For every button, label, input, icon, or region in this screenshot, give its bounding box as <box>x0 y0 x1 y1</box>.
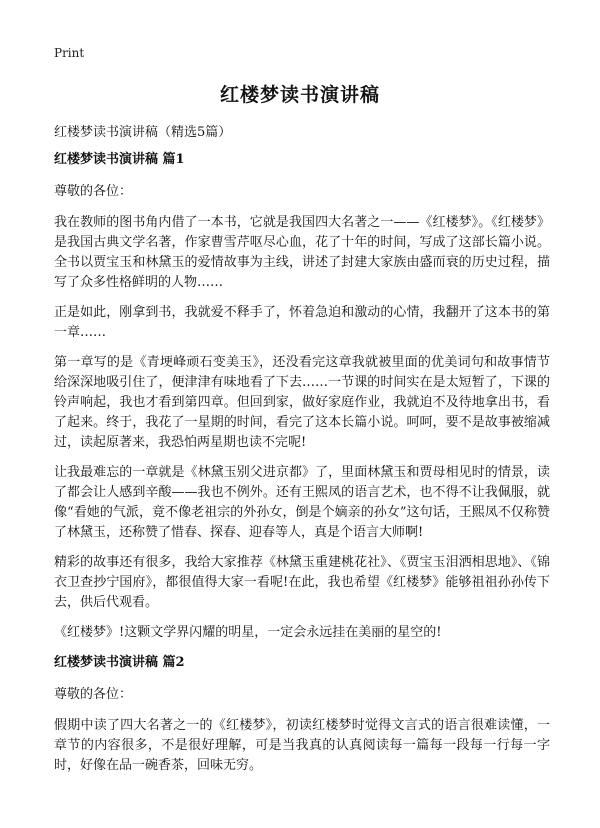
print-link[interactable]: Print <box>54 46 85 60</box>
paragraph: 正是如此，刚拿到书，我就爱不释手了，怀着急迫和激动的心情，我翻开了这本书的第一章…… <box>54 305 550 340</box>
paragraph: 第一章写的是《青埂峰顽石变美玉》，还没看完这章我就被里面的优美词句和故事情节给深深地吸引住了，便津津有味地看了下去……一节课的时间实在是太短暂了，下课的铃声响起，我也才看到第四章。但回到家，做好家庭作业，我就迫不及待地拿出书，看了起来。终于，我花了一星期的时间，看完了这本长篇小说。呵呵，要不是故事被缩减过，读起原著来，我恐怕两星期也读不完呢! <box>54 355 550 450</box>
greeting: 尊敬的各位： <box>54 184 133 199</box>
paragraph: 我在教师的图书角内借了一本书，它就是我国四大名著之一——《红楼梦》。《红楼梦》是我国古典文学名著，作家曹雪芹呕尽心血，花了十年的时间，写成了这部长篇小说。全书以贾宝玉和林黛玉的爱情故事为主线，讲述了封建大家族由盛而衰的历史过程，描写了众多性格鲜明的人物…… <box>54 215 550 290</box>
page-title: 红楼梦读书演讲稿 <box>219 84 380 106</box>
section-2 <box>54 653 550 776</box>
section-1 <box>54 150 550 643</box>
greeting: 尊敬的各位： <box>54 687 133 702</box>
paragraph: 《红楼梦》!这颗文学界闪耀的明星，一定会永远挂在美丽的星空的! <box>54 625 442 640</box>
document-subtitle: 红楼梦读书演讲稿（精选5篇） <box>54 125 232 140</box>
section-heading: 红楼梦读书演讲稿 篇1 <box>54 152 185 167</box>
paragraph: 让我最难忘的一章就是《林黛玉别父进京都》了，里面林黛玉和贾母相见时的情景，读了都会让人感到辛酸——我也不例外。还有王熙凤的语言艺术，也不得不让我佩服，就像“看她的气派，竟不像老祖宗的外孙女，倒是个嫡亲的孙女”这句话，王熙凤不仅称赞了林黛玉，还称赞了惜春、探春、迎春等人，真是个语言大师啊! <box>54 465 550 540</box>
paragraph: 精彩的故事还有很多，我给大家推荐《林黛玉重建桃花社》、《贾宝玉泪洒相思地》、《锦衣卫查抄宁国府》，都很值得大家一看呢!在此，我也希望《红楼梦》能够祖祖孙孙传下去，供后代观看。 <box>54 555 550 610</box>
document-body <box>54 150 550 786</box>
paragraph: 假期中读了四大名著之一的《红楼梦》，初读红楼梦时觉得文言式的语言很难读懂，一章节的内容很多，不是很好理解，可是当我真的认真阅读每一篇每一段每一行每一字时，好像在品一碗香茶，回味无穷。 <box>54 718 550 773</box>
section-heading: 红楼梦读书演讲稿 篇2 <box>54 655 185 670</box>
